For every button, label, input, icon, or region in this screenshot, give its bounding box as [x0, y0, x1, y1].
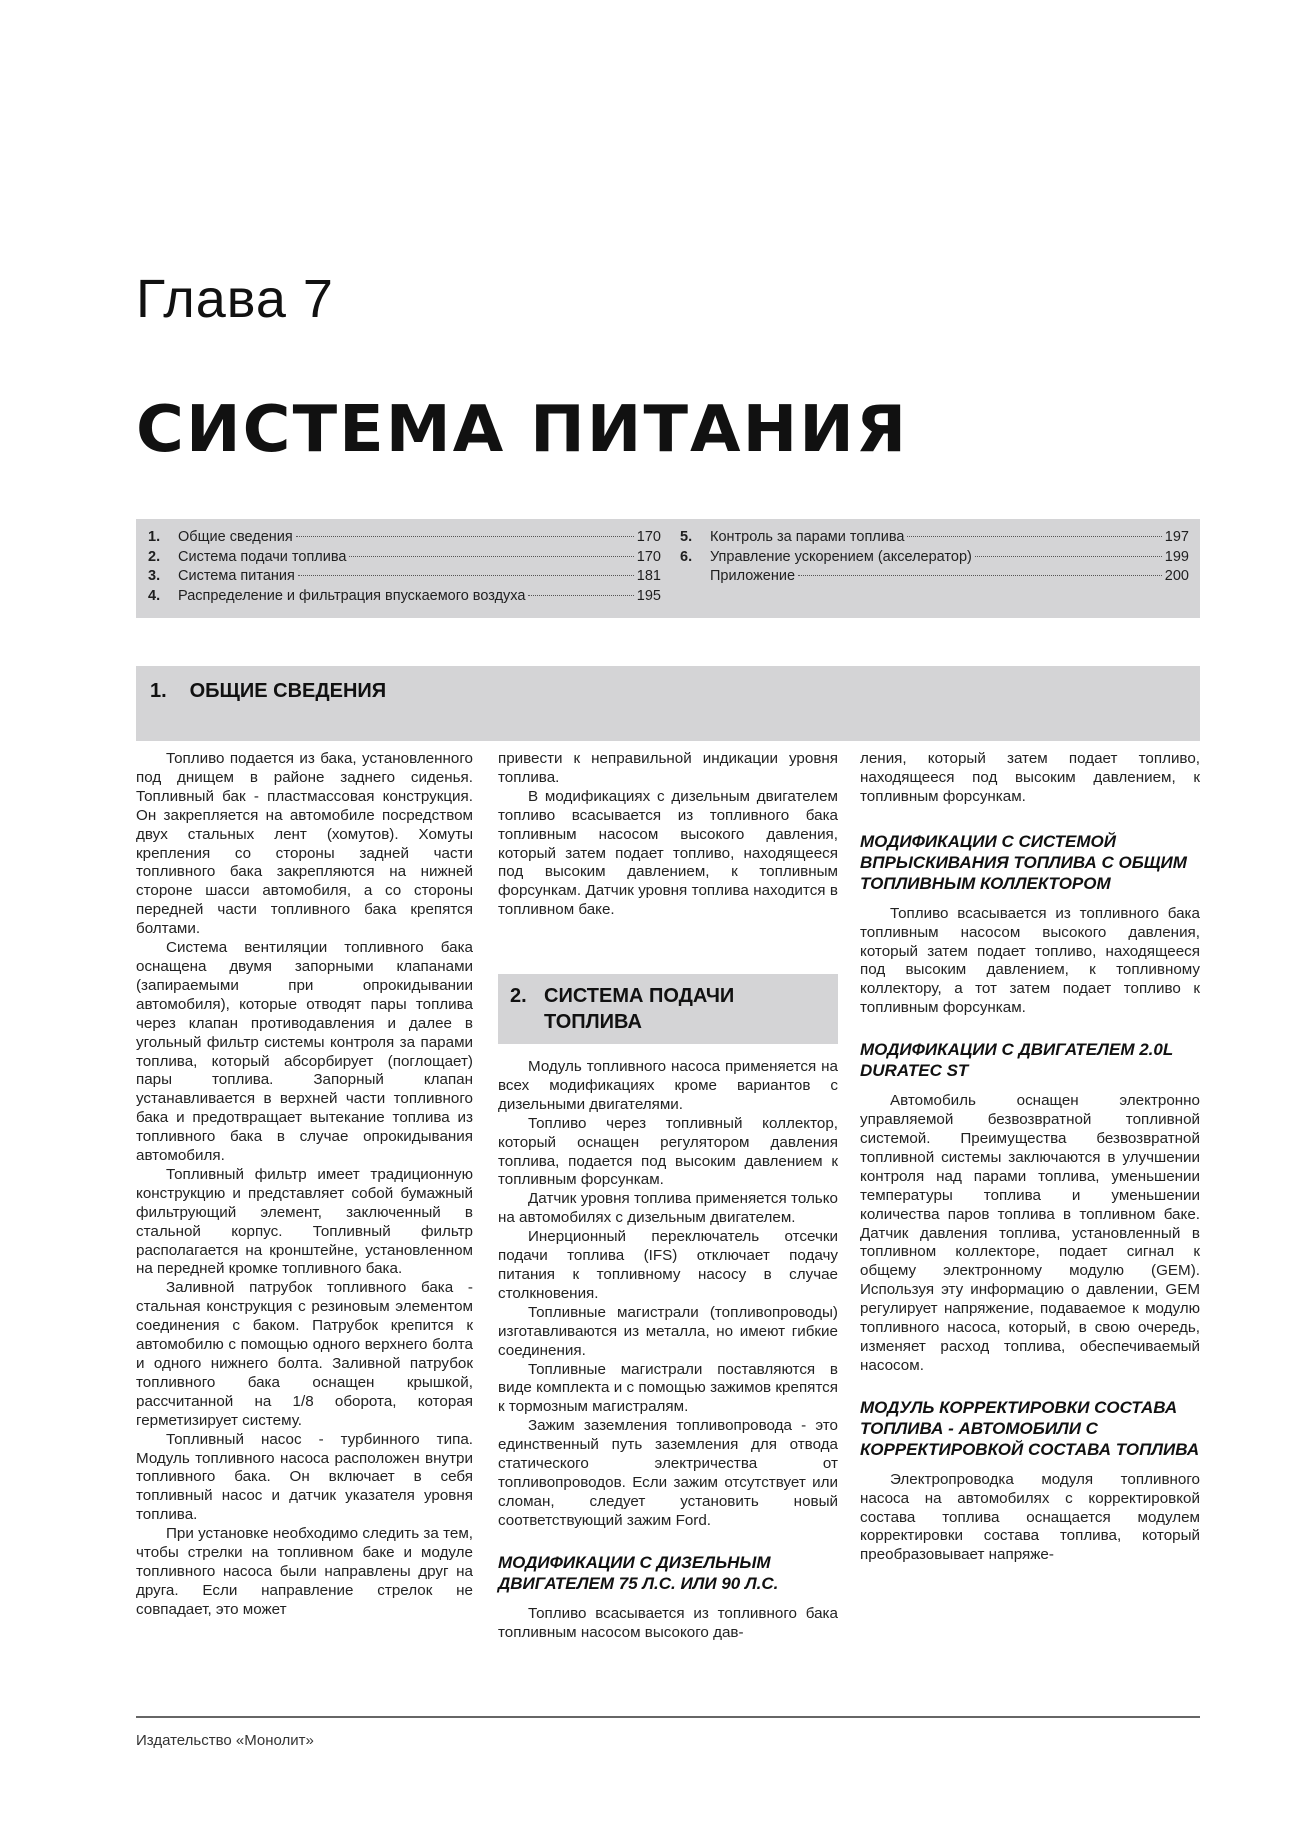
- paragraph: Топливный насос - турбинного типа. Модуль топливного насоса расположен внутри топливного бака. Он включает в себя топливный насос и датчик указателя уровня топлива.: [136, 1430, 473, 1524]
- paragraph: Топливо всасывается из топливного бака топливным насосом высокого давления, который затем подает топливо, находящееся под высоким давлением, к топливному коллектору, а тот затем подает топливо к топливным форсункам.: [860, 904, 1200, 1017]
- toc-leader: [798, 575, 1162, 576]
- paragraph: ления, который затем подает топливо, находящееся под высоким давлением, к топливным форсункам.: [860, 750, 1200, 805]
- section-title: ОБЩИЕ СВЕДЕНИЯ: [189, 680, 387, 702]
- toc-item[interactable]: [148, 588, 661, 608]
- paragraph: В модификациях с дизельным двигателем топливо всасывается из топливного бака топливным насосом высокого давления, который затем подает топливо, находящееся под высоким давлением, к топливным форсункам. Датчик уровня топлива находится в топливном баке.: [498, 787, 838, 919]
- toc-item-title: Система подачи топлива: [178, 548, 347, 565]
- paragraph: привести к неправильной индикации уровня топлива.: [498, 750, 838, 786]
- toc-item[interactable]: [680, 568, 1189, 588]
- toc-item-number: 3.: [148, 568, 161, 584]
- table-of-contents: [136, 519, 1200, 618]
- footer-publisher: Издательство «Монолит»: [136, 1732, 314, 1749]
- paragraph: Топливо через топливный коллектор, который оснащен регулятором давления топлива, подается под высоким давлением к топливным форсункам.: [498, 1114, 838, 1189]
- subheading-common-rail: МОДИФИКАЦИИ С СИСТЕМОЙ ВПРЫСКИВАНИЯ ТОПЛИВА С ОБЩИМ ТОПЛИВНЫМ КОЛЛЕКТОРОМ: [860, 831, 1187, 893]
- text-column-2-bottom: [498, 1058, 838, 1642]
- chapter-title: СИСТЕМА ПИТАНИЯ: [136, 393, 909, 467]
- paragraph: Электропроводка модуля топливного насоса на автомобилях с корректировкой состава топлива оснащается модулем корректировки состава топлива, который преобразовывает напряже-: [860, 1470, 1200, 1564]
- toc-item-number: 6.: [680, 548, 693, 565]
- paragraph: Топливные магистрали поставляются в виде комплекта и с помощью зажимов крепятся к тормозным магистралям.: [498, 1360, 838, 1416]
- text-column-2-top: [498, 750, 838, 920]
- section-number: 1.: [150, 680, 167, 702]
- paragraph: Топливо всасывается из топливного бака топливным насосом высокого дав-: [498, 1604, 838, 1641]
- toc-item[interactable]: [680, 529, 1189, 549]
- footer-divider: [136, 1716, 1200, 1718]
- paragraph: Датчик уровня топлива применяется только на автомобилях с дизельным двигателем.: [498, 1190, 838, 1227]
- paragraph: При установке необходимо следить за тем, чтобы стрелки на топливном баке и модуле топливного насоса были направлены друг на друга. Если направление стрелок не совпадает, это может: [136, 1525, 473, 1618]
- paragraph: Топливо подается из бака, установленного под днищем в районе заднего сиденья. Топливный бак - пластмассовая конструкция. Он закрепляется на автомобиле посредством двух стальных лент (хомутов). Хомуты крепления со стороны задней части топливного бака закрепляются на нижней стороне шасси автомобиля, а со стороны передней части топливного бака крепятся болтами.: [136, 750, 473, 938]
- toc-item-number: 4.: [148, 587, 161, 604]
- text-column-3: [860, 750, 1200, 1565]
- toc-leader: [296, 536, 634, 537]
- toc-item-page: 170: [636, 529, 661, 545]
- toc-item-title: Контроль за парами топлива: [710, 529, 905, 545]
- toc-item-page: 181: [636, 568, 661, 584]
- paragraph: Модуль топливного насоса применяется на всех модификациях кроме вариантов с дизельными двигателями.: [498, 1058, 838, 1113]
- toc-item-page: 199: [1164, 548, 1189, 565]
- toc-item-number: 2.: [148, 548, 161, 565]
- toc-item-page: 197: [1164, 529, 1189, 545]
- toc-item-title: Приложение: [710, 568, 796, 584]
- toc-item[interactable]: [148, 529, 661, 549]
- subheading-fuel-correction-module: МОДУЛЬ КОРРЕКТИРОВКИ СОСТАВА ТОПЛИВА - АВТОМОБИЛИ С КОРРЕКТИРОВКОЙ СОСТАВА ТОПЛИВА: [860, 1397, 1200, 1459]
- toc-item[interactable]: [148, 549, 661, 569]
- toc-item-title: Общие сведения: [178, 529, 293, 545]
- toc-item-title: Система питания: [178, 568, 295, 584]
- section-title-line-2: ТОПЛИВА: [544, 1011, 642, 1033]
- text-column-1: [136, 750, 473, 1620]
- toc-leader: [298, 575, 634, 576]
- section-title-line-1: СИСТЕМА ПОДАЧИ: [544, 985, 735, 1007]
- toc-item[interactable]: [148, 568, 661, 588]
- toc-column-right: [680, 529, 1189, 588]
- toc-leader: [349, 556, 633, 557]
- toc-item-page: 200: [1164, 568, 1189, 584]
- toc-item-page: 170: [636, 548, 661, 565]
- toc-column-left: [148, 529, 661, 607]
- paragraph: Заливной патрубок топливного бака - стальная конструкция с резиновым элементом соединения с баком. Патрубок крепится к автомобилю с помощью одного верхнего болта и одного нижнего болта. Заливной патрубок топливного бака оснащен крышкой, рассчитанной на 1/8 оборота, которая герметизирует систему.: [136, 1279, 473, 1429]
- paragraph: Автомобиль оснащен электронно управляемой безвозвратной топливной системой. Преимущества безвозвратной топливной системы заключаются в улучшении контроля над парами топлива, уменьшении температуры топлива и уменьшении количества паров топлива в топливном баке. Датчик давления топлива, установленный в топливном коллекторе, подает сигнал к общему электронному модулю (GEM). Используя эту информацию о давлении, GEM регулирует напряжение, подаваемое к модулю топливного насоса, который, в свою очередь, изменяет расход топлива, обеспечиваемый насосом.: [860, 1092, 1200, 1374]
- toc-item-title: Распределение и фильтрация впускаемого воздуха: [178, 587, 526, 604]
- paragraph: Инерционный переключатель отсечки подачи топлива (IFS) отключает подачу питания к топливному насосу в случае столкновения.: [498, 1228, 838, 1302]
- section-number: 2.: [510, 985, 527, 1007]
- toc-item-number: 1.: [148, 529, 161, 545]
- toc-leader: [528, 595, 633, 596]
- subheading-diesel: МОДИФИКАЦИИ С ДИЗЕЛЬНЫМ ДВИГАТЕЛЕМ 75 Л.С. ИЛИ 90 Л.С.: [498, 1552, 779, 1593]
- toc-leader: [975, 556, 1162, 557]
- paragraph: Зажим заземления топливопровода - это единственный путь заземления для отвода статического электричества от топливопроводов. Если зажим отсутствует или сломан, следует установить новый соответствующий зажим Ford.: [498, 1417, 838, 1529]
- subheading-duratec: МОДИФИКАЦИИ С ДВИГАТЕЛЕМ 2.0L DURATEC ST: [860, 1040, 1173, 1081]
- paragraph: Система вентиляции топливного бака оснащена двумя запорными клапанами (запираемыми при опрокидывании автомобиля), которые отводят пары топлива через клапан противодавления и далее в угольный фильтр системы контроля за парами топлива, который абсорбирует (поглощает) пары топлива. Запорный клапан устанавливается в верхней части топливного бака и предотвращает вытекание топлива из топливного бака в случае опрокидывания автомобиля.: [136, 939, 473, 1165]
- toc-item-page: 195: [636, 587, 661, 604]
- toc-item[interactable]: [680, 549, 1189, 569]
- chapter-label: Глава 7: [136, 269, 334, 329]
- section-heading-fuel-supply: [498, 974, 838, 1044]
- section-heading-general: [136, 666, 1200, 741]
- toc-item-title: Управление ускорением (акселератор): [710, 548, 972, 565]
- paragraph: Топливные магистрали (топливопроводы) изготавливаются из металла, но имеют гибкие соединения.: [498, 1303, 838, 1359]
- toc-leader: [907, 536, 1161, 537]
- paragraph: Топливный фильтр имеет традиционную конструкцию и представляет собой бумажный фильтрующий элемент, заключенный в стальной корпус. Топливный фильтр располагается на кронштейне, установленном на передней кромке топливного бака.: [136, 1165, 473, 1278]
- toc-item-number: 5.: [680, 529, 693, 545]
